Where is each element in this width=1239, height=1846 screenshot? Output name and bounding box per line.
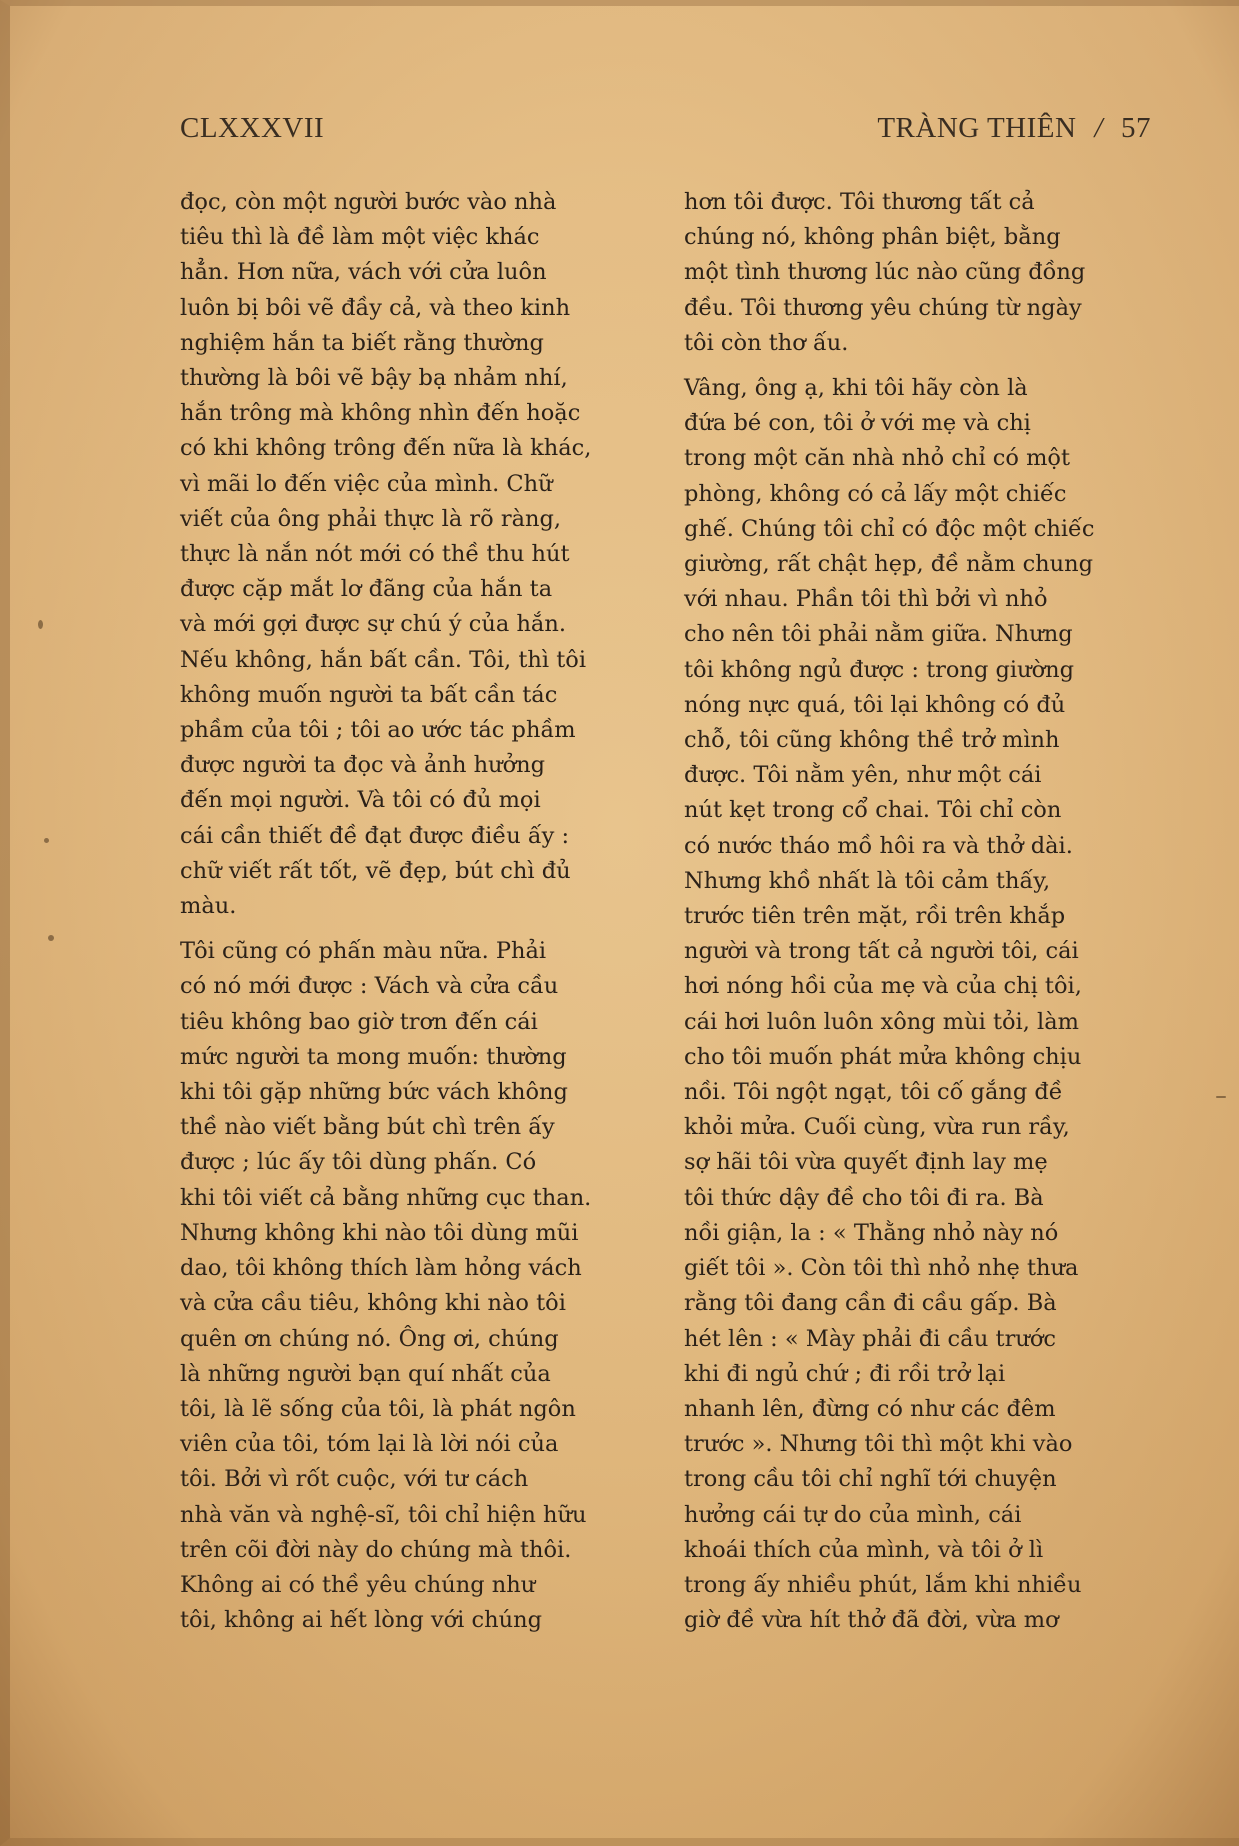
paragraph: hơn tôi được. Tôi thương tất cả chúng nó, không phân biệt, bằng một tình thương lúc nào cũng đồng đều. Tôi thương yêu chúng từ ngày tôi còn thơ ấu. xyxy=(684,189,1086,356)
left-text-column xyxy=(180,185,650,1638)
paper-speck xyxy=(1216,1096,1226,1098)
paragraph: Vâng, ông ạ, khi tôi hãy còn là đứa bé con, tôi ở với mẹ và chị trong một căn nhà nhỏ chỉ có một phòng, không có cả lấy một chiếc ghế. Chúng tôi chỉ có độc một chiếc giường, rất chật hẹp, đề nằm chung với nhau. Phần tôi thì bởi vì nhỏ cho nên tôi phải nằm giữa. Nhưng tôi không ngủ được : trong giường nóng nực quá, tôi lại không có đủ chỗ, tôi cũng không thề trở mình được. Tôi nằm yên, như một cái nút kẹt trong cổ chai. Tôi chỉ còn có nước tháo mồ hôi ra và thở dài. Nhưng khồ nhất là tôi cảm thấy, trước tiên trên mặt, rồi trên khắp người và trong tất cả người tôi, cái hơi nóng hồi của mẹ và của chị tôi, cái hơi luôn luôn xông mùi tỏi, làm cho tôi muốn phát mửa không chịu nồi. Tôi ngột ngạt, tôi cố gắng đề khỏi mửa. Cuối cùng, vừa run rầy, sợ hãi tôi vừa quyết định lay mẹ tôi thức dậy đề cho tôi đi ra. Bà nồi giận, la : « Thằng nhỏ này nó giết tôi ». Còn tôi thì nhỏ nhẹ thưa rằng tôi đang cần đi cầu gấp. Bà hét lên : « Mày phải đi cầu trước khi đi ngủ chứ ; đi rồi trở lại nhanh lên, đừng có như các đêm trước ». Nhưng tôi thì một khi vào trong cầu tôi chỉ nghĩ tới chuyện hưởng cái tự do của mình, cái khoái thích của mình, và tôi ở lì trong ấy nhiều phút, lắm khi nhiều giờ đề vừa hít thở đã đời, vừa mơ xyxy=(684,375,1095,1634)
right-text-column xyxy=(684,185,1154,1638)
running-title: TRÀNG THIÊN xyxy=(877,112,1077,144)
page-number: 57 xyxy=(1121,112,1151,144)
running-head xyxy=(180,112,1151,152)
chapter-number: CLXXXVII xyxy=(180,112,325,144)
paper-speck xyxy=(48,935,54,941)
paragraph: Tôi cũng có phấn màu nữa. Phải có nó mới được : Vách và cửa cầu tiêu không bao giờ trơn đến cái mức người ta mong muốn: thường khi tôi gặp những bức vách không thề nào viết bằng bút chì trên ấy được ; lúc ấy tôi dùng phấn. Có khi tôi viết cả bằng những cục than. Nhưng không khi nào tôi dùng mũi dao, tôi không thích làm hỏng vách và cửa cầu tiêu, không khi nào tôi quên ơn chúng nó. Ông ơi, chúng là những người bạn quí nhất của tôi, là lẽ sống của tôi, là phát ngôn viên của tôi, tóm lại là lời nói của tôi. Bởi vì rốt cuộc, với tư cách nhà văn và nghệ-sĩ, tôi chỉ hiện hữu trên cõi đời này do chúng mà thôi. Không ai có thề yêu chúng như tôi, không ai hết lòng với chúng xyxy=(180,938,592,1634)
title-separator: / xyxy=(1094,112,1103,144)
paragraph: đọc, còn một người bước vào nhà tiêu thì là đề làm một việc khác hẳn. Hơn nữa, vách với cửa luôn luôn bị bôi vẽ đầy cả, và theo kinh nghiệm hắn ta biết rằng thường thường là bôi vẽ bậy bạ nhảm nhí, hắn trông mà không nhìn đến hoặc có khi không trông đến nữa là khác, vì mãi lo đến việc của mình. Chữ viết của ông phải thực là rõ ràng, thực là nắn nót mới có thề thu hút được cặp mắt lơ đãng của hắn ta và mới gợi được sự chú ý của hắn. Nếu không, hắn bất cần. Tôi, thì tôi không muốn người ta bất cần tác phầm của tôi ; tôi ao ước tác phầm được người ta đọc và ảnh hưởng đến mọi người. Và tôi có đủ mọi cái cần thiết đề đạt được điều ấy : chữ viết rất tốt, vẽ đẹp, bút chì đủ màu. xyxy=(180,189,592,920)
paper-speck xyxy=(44,838,49,843)
running-title-group xyxy=(877,112,1151,145)
paper-speck xyxy=(38,620,43,629)
